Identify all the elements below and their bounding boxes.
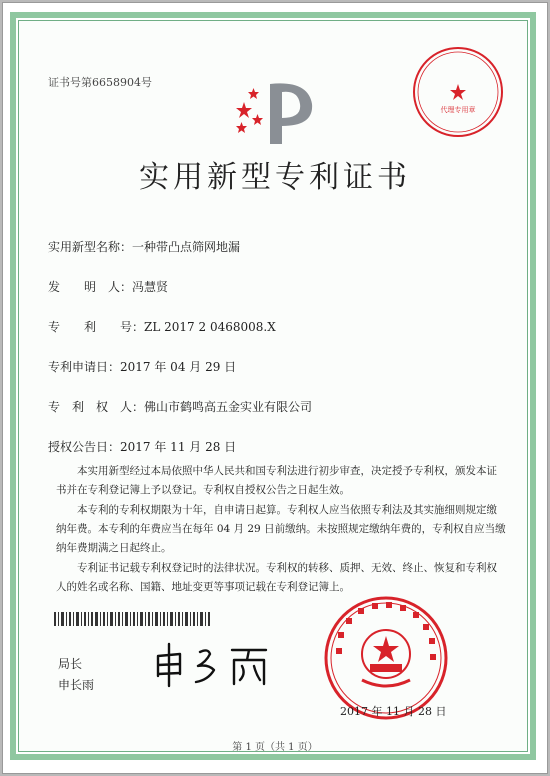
announcement-date-row <box>48 438 236 455</box>
inventor-row <box>48 278 168 295</box>
page-number: 第 1 页（共 1 页） <box>232 742 318 753</box>
patentee-label: 专 利 权 人： <box>48 400 145 414</box>
patent-number-row <box>48 318 276 335</box>
application-date-value: 2017 年 04 月 29 日 <box>120 360 237 374</box>
signer-name: 申长雨 <box>58 678 95 692</box>
announcement-date-label: 授权公告日： <box>48 440 121 454</box>
utility-name-row <box>48 238 240 255</box>
inventor-value: 冯慧贤 <box>132 280 169 294</box>
utility-name-value: 一种带凸点筛网地漏 <box>132 240 241 254</box>
certificate-number: 证书号第6658904号 <box>48 76 152 89</box>
paragraph-grant: 本实用新型经过本局依照中华人民共和国专利法进行初步审查，决定授予专利权，颁发本证书并在专利登记簿上予以登记。专利权自授权公告之日起生效。 <box>56 465 497 496</box>
bottom-date: 2017 年 11 月 28 日 <box>340 705 447 718</box>
application-date-row <box>48 358 236 375</box>
agency-stamp <box>410 44 506 140</box>
barcode <box>54 612 210 626</box>
svg-text:代理专用章: 代理专用章 <box>440 106 476 114</box>
signer-role: 局长 <box>58 657 83 671</box>
patent-number-value: ZL 2017 2 0468008.X <box>144 320 276 334</box>
inventor-label: 发 明 人： <box>48 280 133 294</box>
patent-number-label: 专 利 号： <box>48 320 145 334</box>
announcement-date-value: 2017 年 11 月 28 日 <box>120 440 237 454</box>
application-date-label: 专利申请日： <box>48 360 121 374</box>
paragraph-term: 本专利的专利权期限为十年，自申请日起算。专利权人应当依照专利法及其实施细则规定缴纳年费。本专利的年费应当在每年 04 月 29 日前缴纳。未按照规定缴纳年费的，专利权自应当缴纳年费期满之日起终止。 <box>56 504 506 554</box>
paragraph-record: 专利证书记载专利权登记时的法律状况。专利权的转移、质押、无效、终止、恢复和专利权人的姓名或名称、国籍、地址变更等事项记载在专利登记簿上。 <box>56 562 497 593</box>
patentee-value: 佛山市鹤鸣高五金实业有限公司 <box>144 400 313 414</box>
patentee-row <box>48 398 312 415</box>
patent-office-logo <box>228 78 328 148</box>
utility-name-label: 实用新型名称： <box>48 240 133 254</box>
handwritten-signature <box>150 640 290 690</box>
certificate-title: 实用新型专利证书 <box>139 160 411 195</box>
